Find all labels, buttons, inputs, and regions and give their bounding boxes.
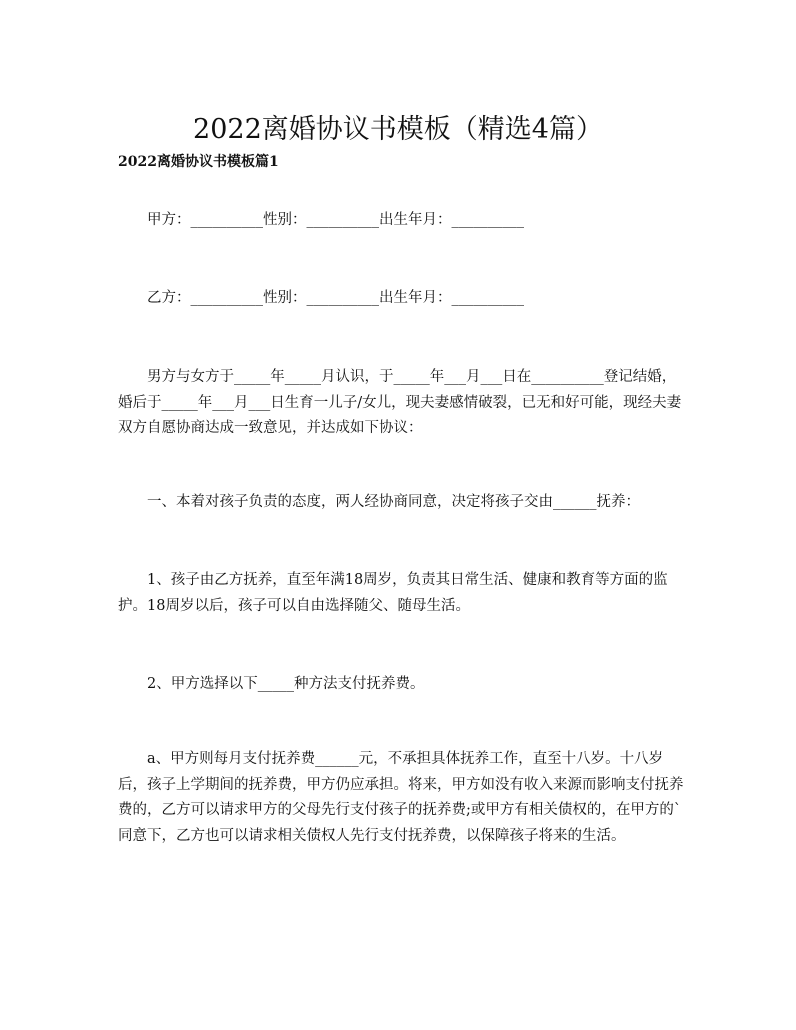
marriage-paragraph: 男方与女方于_____年_____月认识，于_____年___月___日在__________登记结婚，婚后于_____年___月___日生育一儿子/女儿，现夫妻感情破裂，已无和好可能，现经夫妻双方自愿协商达成一致意见，并达成如下协议： — [118, 369, 682, 436]
document-title: 2022离婚协议书模板（精选4篇） — [193, 114, 603, 146]
clause-one-item-a: a、甲方则每月支付抚养费______元，不承担具体抚养工作，直至十八岁。十八岁后，孩子上学期间的抚养费，甲方仍应承担。将来，甲方如没有收入来源而影响支付抚养费的，乙方可以请求甲方的父母先行支付孩子的抚养费;或甲方有相关债权的，在甲方的`同意下，乙方也可以请求相关债权人先行支付抚养费，以保障孩子将来的生活。 — [118, 751, 684, 844]
party-a-line: 甲方：__________性别：__________出生年月：__________ — [147, 212, 524, 228]
section-heading: 2022离婚协议书模板篇1 — [118, 154, 279, 170]
party-b-line: 乙方：__________性别：__________出生年月：__________ — [147, 290, 524, 306]
clause-one-item-2: 2、甲方选择以下_____种方法支付抚养费。 — [147, 676, 425, 692]
clause-one-item-1: 1、孩子由乙方抚养，直至年满18周岁，负责其日常生活、健康和教育等方面的监护。18周岁以后，孩子可以自由选择随父、随母生活。 — [118, 572, 668, 614]
clause-one: 一、本着对孩子负责的态度，两人经协商同意，决定将孩子交由______抚养： — [147, 494, 640, 510]
